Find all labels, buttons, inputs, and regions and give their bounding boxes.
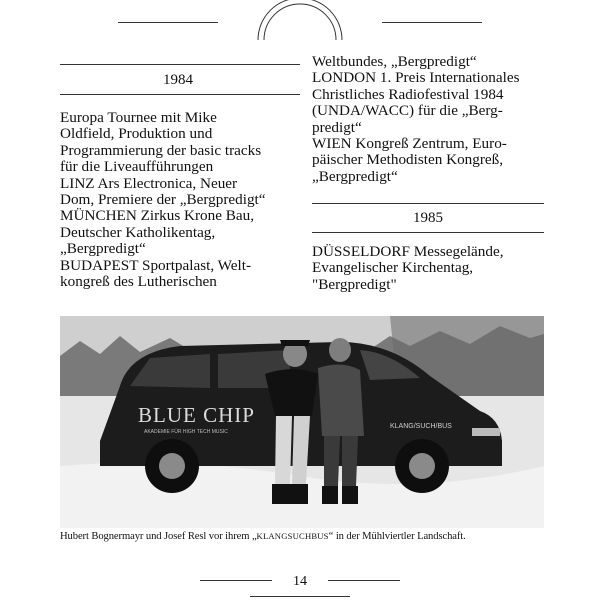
left-year-rule-bottom: [60, 94, 300, 95]
text-line: „Bergpredigt“: [60, 240, 146, 258]
text-line: kongreß des Lutherischen: [60, 272, 217, 290]
text-line: DÜSSELDORF Messegelände,: [312, 243, 504, 260]
text-line: „Bergpredigt“: [312, 167, 398, 185]
text-line: BUDAPEST Sportpalast, Welt-: [60, 256, 252, 274]
right-column-text-top: [312, 54, 520, 185]
van-text-side: KLANG/SUCH/BUS: [390, 423, 452, 430]
left-year-heading: 1984: [163, 72, 193, 88]
text-line: päischer Methodisten Kongreß,: [312, 151, 504, 169]
right-year-rule-bottom: [312, 232, 544, 233]
text-line: Deutscher Katholikentag,: [60, 223, 216, 241]
text-line: "Bergpredigt": [312, 275, 397, 293]
text-line: Programmierung der basic tracks: [60, 141, 262, 159]
footer-rule-right: [328, 580, 400, 581]
caption-smallcaps: KLANGSUCHBUS: [256, 531, 329, 541]
text-line: LINZ Ars Electronica, Neuer: [60, 174, 238, 192]
right-year-heading: 1985: [413, 210, 443, 226]
text-line: Christliches Radiofestival 1984: [312, 85, 504, 103]
text-line: (UNDA/WACC) für die „Berg-: [312, 102, 503, 120]
text-line: für die Liveaufführungen: [60, 158, 214, 176]
photo-van-winter: [60, 316, 544, 528]
text-line: Dom, Premiere der „Bergpredigt“: [60, 190, 266, 208]
page-number: 14: [293, 574, 307, 589]
van-text-main: BLUE CHIP: [138, 403, 255, 427]
photo-caption: [60, 531, 544, 542]
top-ornament-arc: [250, 0, 350, 40]
text-line: predigt“: [312, 118, 362, 136]
photo-illustration: [60, 316, 544, 528]
caption-text-before: Hubert Bognermayr und Josef Resl vor ihrem „: [60, 531, 257, 542]
text-line: Europa Tournee mit Mike: [60, 109, 217, 126]
text-line: LONDON 1. Preis Internationales: [312, 69, 520, 87]
text-line: Weltbundes, „Bergpredigt“: [312, 53, 477, 70]
right-year-rule-top: [312, 203, 544, 204]
text-line: MÜNCHEN Zirkus Krone Bau,: [60, 207, 255, 225]
text-line: Evangelischer Kirchentag,: [312, 259, 474, 277]
footer-rule-bottom: [250, 596, 350, 597]
left-year-rule-top: [60, 64, 300, 65]
text-line: WIEN Kongreß Zentrum, Euro-: [312, 134, 507, 152]
footer-rule-left: [200, 580, 272, 581]
top-rule-right: [382, 22, 482, 23]
van-text-sub: AKADEMIE FÜR HIGH TECH MUSIC: [144, 429, 228, 435]
top-rule-left: [118, 22, 218, 23]
left-column-text: [60, 110, 266, 290]
caption-text-after: “ in der Mühlviertler Landschaft.: [328, 531, 466, 542]
right-column-text-bottom: [312, 244, 504, 293]
text-line: Oldfield, Produktion und: [60, 125, 213, 143]
